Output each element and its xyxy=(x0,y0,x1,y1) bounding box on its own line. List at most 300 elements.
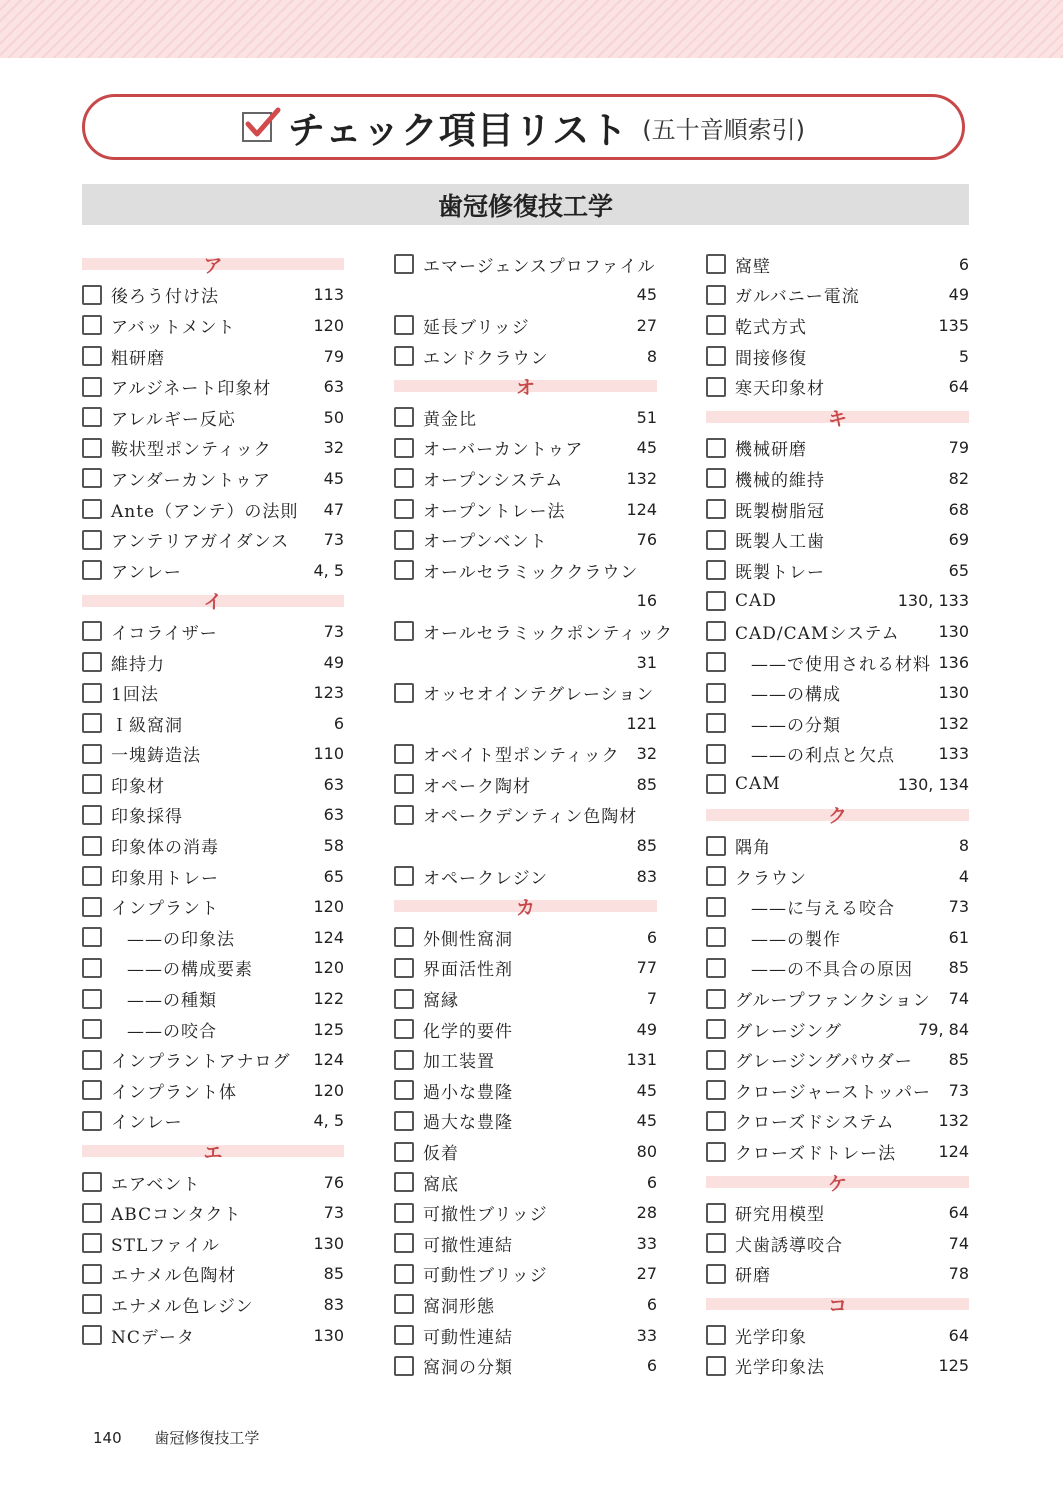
checkbox[interactable] xyxy=(394,1172,414,1192)
page-footer xyxy=(93,1427,259,1448)
checkbox[interactable] xyxy=(82,958,102,978)
list-item xyxy=(706,249,969,280)
item-label: 機械的維持 xyxy=(735,470,825,491)
checkbox[interactable] xyxy=(706,315,726,335)
page-reference: 130 xyxy=(313,1325,344,1345)
page-reference: 74 xyxy=(948,1233,969,1253)
checkbox[interactable] xyxy=(82,866,102,886)
item-label: 機械研磨 xyxy=(735,440,807,461)
page-reference: 63 xyxy=(323,774,344,794)
checkbox[interactable] xyxy=(394,866,414,886)
kana-section-header xyxy=(706,1167,969,1198)
page-reference: 122 xyxy=(313,989,344,1009)
section-header-text: コ xyxy=(827,1294,847,1317)
checkbox[interactable] xyxy=(82,805,102,825)
list-item xyxy=(82,861,344,892)
item-label: 可動性連結 xyxy=(423,1327,513,1348)
item-label: 光学印象 xyxy=(735,1327,807,1348)
page-reference: 69 xyxy=(948,530,969,550)
item-label: クロージャーストッパー xyxy=(735,1082,931,1103)
checkbox[interactable] xyxy=(706,560,726,580)
list-item xyxy=(706,1350,969,1381)
section-header-text: ク xyxy=(827,805,847,828)
page-reference: 45 xyxy=(323,468,344,488)
checkbox[interactable] xyxy=(394,560,414,580)
checkbox[interactable] xyxy=(82,315,102,335)
item-label: 過大な豊隆 xyxy=(423,1113,513,1134)
page-reference: 120 xyxy=(313,1080,344,1100)
checkbox[interactable] xyxy=(394,407,414,427)
checkbox[interactable] xyxy=(394,927,414,947)
checkbox[interactable] xyxy=(82,713,102,733)
page-reference: 6 xyxy=(646,1294,657,1314)
checkbox[interactable] xyxy=(82,1111,102,1131)
page-reference: 61 xyxy=(948,927,969,947)
list-item xyxy=(394,1197,657,1228)
page-reference: 73 xyxy=(323,530,344,550)
list-item xyxy=(394,1228,657,1259)
page-reference: 65 xyxy=(323,866,344,886)
page-reference: 113 xyxy=(313,285,344,305)
title-banner xyxy=(82,94,965,160)
item-label: オペーク陶材 xyxy=(423,776,531,797)
list-item xyxy=(394,983,657,1014)
checkbox[interactable] xyxy=(82,836,102,856)
checkbox[interactable] xyxy=(706,652,726,672)
checkbox[interactable] xyxy=(706,1111,726,1131)
page-reference: 130 xyxy=(313,1233,344,1253)
checkbox[interactable] xyxy=(706,591,726,611)
page-reference: 85 xyxy=(948,1050,969,1070)
checkbox[interactable] xyxy=(706,927,726,947)
item-label: ——の不具合の原因 xyxy=(751,960,913,981)
checkbox[interactable] xyxy=(394,683,414,703)
checkbox[interactable] xyxy=(82,1172,102,1192)
checkbox[interactable] xyxy=(82,346,102,366)
list-item xyxy=(706,983,969,1014)
list-item xyxy=(706,891,969,922)
page-reference: 130, 134 xyxy=(897,774,969,794)
checkbox-check-icon xyxy=(242,112,272,142)
checkbox[interactable] xyxy=(706,621,726,641)
checkbox[interactable] xyxy=(706,1203,726,1223)
item-label: アルジネート印象材 xyxy=(111,379,272,400)
kana-section-header xyxy=(82,1136,344,1167)
checkbox[interactable] xyxy=(394,1019,414,1039)
checkbox[interactable] xyxy=(394,1356,414,1376)
checkbox[interactable] xyxy=(82,989,102,1009)
checkbox[interactable] xyxy=(82,927,102,947)
page-reference: 76 xyxy=(323,1172,344,1192)
page-reference: 120 xyxy=(313,958,344,978)
checkbox[interactable] xyxy=(394,1325,414,1345)
checkbox[interactable] xyxy=(394,1264,414,1284)
page-reference: 85 xyxy=(636,836,657,856)
list-item xyxy=(706,861,969,892)
list-item xyxy=(706,739,969,770)
list-item xyxy=(706,616,969,647)
page-reference: 27 xyxy=(636,1264,657,1284)
checkbox[interactable] xyxy=(706,1142,726,1162)
checkbox[interactable] xyxy=(394,1080,414,1100)
item-label: オールセラミックポンティック xyxy=(423,623,673,644)
page-reference: 65 xyxy=(948,560,969,580)
item-label: 乾式方式 xyxy=(735,317,807,338)
checkbox[interactable] xyxy=(706,1356,726,1376)
checkbox[interactable] xyxy=(82,1203,102,1223)
item-label: インプラント xyxy=(111,899,219,920)
item-label: ガルバニー電流 xyxy=(735,287,860,308)
checkbox[interactable] xyxy=(394,805,414,825)
item-label: 窩洞形態 xyxy=(423,1296,495,1317)
checkbox[interactable] xyxy=(82,1325,102,1345)
item-label: 延長ブリッジ xyxy=(423,317,530,338)
item-label: 窩洞の分類 xyxy=(423,1358,513,1379)
item-label: エアベント xyxy=(111,1174,201,1195)
item-label: クラウン xyxy=(735,868,807,889)
item-label: 隅角 xyxy=(735,838,771,859)
page-reference: 79 xyxy=(948,438,969,458)
list-item xyxy=(82,555,344,586)
kana-section-header xyxy=(82,586,344,617)
checkbox[interactable] xyxy=(394,1203,414,1223)
page-reference: 120 xyxy=(313,897,344,917)
list-item xyxy=(82,769,344,800)
list-item xyxy=(82,402,344,433)
checkbox[interactable] xyxy=(82,1294,102,1314)
item-label: 一塊鋳造法 xyxy=(111,746,201,767)
checkbox[interactable] xyxy=(82,774,102,794)
list-item xyxy=(394,463,657,494)
page-reference: 63 xyxy=(323,805,344,825)
list-item xyxy=(394,769,657,800)
item-label: ——の印象法 xyxy=(127,929,235,950)
checkbox[interactable] xyxy=(82,1019,102,1039)
page-reference: 79 xyxy=(323,346,344,366)
list-item xyxy=(706,708,969,739)
page-reference: 6 xyxy=(958,254,969,274)
checkbox[interactable] xyxy=(82,683,102,703)
page-reference: 85 xyxy=(636,774,657,794)
checkbox[interactable] xyxy=(394,621,414,641)
list-item xyxy=(394,953,657,984)
item-label: ——の分類 xyxy=(751,715,841,736)
checkbox[interactable] xyxy=(706,866,726,886)
checkbox[interactable] xyxy=(82,377,102,397)
item-label: ——の製作 xyxy=(751,929,841,950)
list-item-continuation xyxy=(394,280,657,311)
list-item xyxy=(706,524,969,555)
list-item xyxy=(82,1167,344,1198)
list-item xyxy=(82,830,344,861)
checkbox[interactable] xyxy=(706,713,726,733)
checkbox[interactable] xyxy=(82,621,102,641)
checkbox[interactable] xyxy=(394,1294,414,1314)
checkbox[interactable] xyxy=(706,897,726,917)
page-reference: 45 xyxy=(636,285,657,305)
item-label: 研磨 xyxy=(735,1266,771,1287)
item-label: 化学的要件 xyxy=(423,1021,513,1042)
item-label: 寒天印象材 xyxy=(735,379,825,400)
checkbox[interactable] xyxy=(706,683,726,703)
page-reference: 47 xyxy=(323,499,344,519)
item-label: CAD xyxy=(735,590,777,611)
checkbox[interactable] xyxy=(82,530,102,550)
list-item xyxy=(394,1136,657,1167)
item-label: オッセオインテグレーション xyxy=(423,685,655,706)
page-reference: 64 xyxy=(948,1203,969,1223)
kana-section-header xyxy=(82,249,344,280)
item-label: 粗研磨 xyxy=(111,348,165,369)
checkbox[interactable] xyxy=(706,1050,726,1070)
item-label: 黄金比 xyxy=(423,409,477,430)
footer-book-title: 歯冠修復技工学 xyxy=(154,1429,260,1447)
page-reference: 31 xyxy=(636,652,657,672)
list-item xyxy=(394,494,657,525)
kana-section-header xyxy=(394,891,657,922)
checkbox[interactable] xyxy=(394,989,414,1009)
checkbox[interactable] xyxy=(394,1142,414,1162)
page-reference: 64 xyxy=(948,1325,969,1345)
page-reference: 121 xyxy=(626,713,657,733)
item-label: 研究用模型 xyxy=(735,1205,825,1226)
checkbox[interactable] xyxy=(82,1264,102,1284)
checkbox[interactable] xyxy=(706,1233,726,1253)
page-reference: 77 xyxy=(636,958,657,978)
list-item xyxy=(394,249,657,280)
item-label: 印象採得 xyxy=(111,807,183,828)
checkbox[interactable] xyxy=(394,1233,414,1253)
item-label: アンダーカントゥア xyxy=(111,470,271,491)
item-label: ——に与える咬合 xyxy=(751,899,895,920)
checkbox[interactable] xyxy=(394,774,414,794)
checkbox[interactable] xyxy=(82,1233,102,1253)
list-item xyxy=(394,677,657,708)
list-item xyxy=(394,310,657,341)
list-item xyxy=(706,586,969,617)
list-item xyxy=(82,708,344,739)
page-reference: 6 xyxy=(646,1356,657,1376)
page-reference: 58 xyxy=(323,836,344,856)
checkbox[interactable] xyxy=(394,958,414,978)
item-label: ——の利点と欠点 xyxy=(751,746,895,767)
page-reference: 120 xyxy=(313,315,344,335)
item-label: STLファイル xyxy=(111,1235,220,1256)
checkbox[interactable] xyxy=(82,897,102,917)
checkbox[interactable] xyxy=(394,1111,414,1131)
list-item xyxy=(394,433,657,464)
item-label: オープンベント xyxy=(423,532,548,553)
page-reference: 16 xyxy=(636,591,657,611)
list-item xyxy=(706,677,969,708)
page-subtitle: (五十音順索引) xyxy=(642,115,805,144)
checkbox[interactable] xyxy=(82,499,102,519)
item-label: ——の構成 xyxy=(751,685,841,706)
index-column-2 xyxy=(394,249,673,1381)
page-reference: 125 xyxy=(313,1019,344,1039)
item-label: インプラント体 xyxy=(111,1082,237,1103)
page-reference: 4, 5 xyxy=(313,1111,344,1131)
item-label: 窩底 xyxy=(423,1174,459,1195)
checkbox[interactable] xyxy=(82,468,102,488)
page-reference: 110 xyxy=(313,744,344,764)
item-label: オベイト型ポンティック xyxy=(423,746,620,767)
checkbox[interactable] xyxy=(706,1325,726,1345)
item-label: 鞍状型ポンティック xyxy=(111,440,272,461)
checkbox[interactable] xyxy=(82,285,102,305)
item-label: グレージングパウダー xyxy=(735,1052,913,1073)
list-item xyxy=(394,739,657,770)
list-item xyxy=(706,555,969,586)
list-item xyxy=(82,1106,344,1137)
list-item xyxy=(82,371,344,402)
item-label: オペークレジン xyxy=(423,868,549,889)
checkbox[interactable] xyxy=(706,1264,726,1284)
list-item xyxy=(394,1350,657,1381)
page-reference: 8 xyxy=(958,836,969,856)
item-label: 加工装置 xyxy=(423,1052,495,1073)
item-label: 可撤性連結 xyxy=(423,1235,513,1256)
page-reference: 63 xyxy=(323,377,344,397)
checkbox[interactable] xyxy=(706,285,726,305)
checkbox[interactable] xyxy=(394,530,414,550)
list-item xyxy=(394,1014,657,1045)
item-label: CAD/CAMシステム xyxy=(735,623,900,644)
list-item xyxy=(394,1320,657,1351)
item-label: 既製人工歯 xyxy=(735,532,825,553)
page-reference: 133 xyxy=(938,744,969,764)
list-item xyxy=(706,647,969,678)
item-label: 外側性窩洞 xyxy=(423,929,513,950)
list-item xyxy=(706,1228,969,1259)
list-item xyxy=(706,1259,969,1290)
checkbox[interactable] xyxy=(394,254,414,274)
item-label: NCデータ xyxy=(111,1327,195,1348)
item-label: ——の咬合 xyxy=(127,1021,217,1042)
item-label: 窩縁 xyxy=(423,991,459,1012)
item-label: アレルギー反応 xyxy=(111,409,236,430)
checkbox[interactable] xyxy=(82,744,102,764)
checkbox[interactable] xyxy=(394,744,414,764)
list-item xyxy=(82,524,344,555)
list-item xyxy=(82,310,344,341)
checkbox[interactable] xyxy=(394,1050,414,1070)
checkbox[interactable] xyxy=(706,254,726,274)
page-reference: 8 xyxy=(646,346,657,366)
kana-section-header xyxy=(394,371,657,402)
page-reference: 45 xyxy=(636,1111,657,1131)
list-item xyxy=(706,922,969,953)
page-title: チェック項目リスト xyxy=(288,109,629,152)
item-label: 仮着 xyxy=(423,1144,459,1165)
kana-section-header xyxy=(706,1289,969,1320)
list-item xyxy=(706,341,969,372)
item-label: 既製トレー xyxy=(735,562,825,583)
item-label: 可動性ブリッジ xyxy=(423,1266,548,1287)
list-item xyxy=(394,616,673,647)
page-reference: 32 xyxy=(636,744,657,764)
list-item xyxy=(82,1044,344,1075)
list-item xyxy=(82,1014,344,1045)
page-reference: 124 xyxy=(626,499,657,519)
list-item xyxy=(394,922,657,953)
section-header-text: カ xyxy=(515,897,535,920)
page-reference: 45 xyxy=(636,1080,657,1100)
list-item xyxy=(394,402,657,433)
checkbox[interactable] xyxy=(706,958,726,978)
list-item xyxy=(706,1197,969,1228)
checkbox[interactable] xyxy=(82,1050,102,1070)
item-label: 印象材 xyxy=(111,776,165,797)
page-reference: 4, 5 xyxy=(313,560,344,580)
page-reference: 4 xyxy=(958,866,969,886)
list-item-continuation xyxy=(394,708,657,739)
checkbox[interactable] xyxy=(82,1080,102,1100)
kana-section-header xyxy=(706,800,969,831)
checkbox[interactable] xyxy=(82,438,102,458)
item-label: エマージェンスプロファイル xyxy=(423,256,656,277)
list-item xyxy=(706,1075,969,1106)
checkbox[interactable] xyxy=(706,1019,726,1039)
list-item xyxy=(706,830,969,861)
checkbox[interactable] xyxy=(706,774,726,794)
checkbox[interactable] xyxy=(706,346,726,366)
checkbox[interactable] xyxy=(706,377,726,397)
checkbox[interactable] xyxy=(82,652,102,672)
list-item xyxy=(82,1228,344,1259)
checkbox[interactable] xyxy=(706,468,726,488)
page-reference: 82 xyxy=(948,468,969,488)
checkbox[interactable] xyxy=(394,438,414,458)
checkbox[interactable] xyxy=(706,989,726,1009)
checkbox[interactable] xyxy=(706,438,726,458)
checkbox[interactable] xyxy=(394,346,414,366)
list-item xyxy=(706,769,969,800)
checkbox[interactable] xyxy=(394,499,414,519)
item-label: グレージング xyxy=(735,1021,842,1042)
checkbox[interactable] xyxy=(394,315,414,335)
item-label: 光学印象法 xyxy=(735,1358,825,1379)
list-item xyxy=(82,739,344,770)
item-label: クローズドシステム xyxy=(735,1113,895,1134)
page-reference: 76 xyxy=(636,530,657,550)
list-item xyxy=(394,1289,657,1320)
checkbox[interactable] xyxy=(394,468,414,488)
list-item xyxy=(82,677,344,708)
page-reference: 32 xyxy=(323,438,344,458)
checkbox[interactable] xyxy=(82,560,102,580)
checkbox[interactable] xyxy=(706,530,726,550)
list-item xyxy=(706,310,969,341)
item-label: 過小な豊隆 xyxy=(423,1082,513,1103)
checkbox[interactable] xyxy=(82,407,102,427)
page-reference: 130 xyxy=(938,683,969,703)
item-label: 後ろう付け法 xyxy=(111,287,219,308)
item-label: オープントレー法 xyxy=(423,501,566,522)
checkbox[interactable] xyxy=(706,744,726,764)
page-reference: 49 xyxy=(948,285,969,305)
item-label: 印象体の消毒 xyxy=(111,838,219,859)
page-reference: 74 xyxy=(948,989,969,1009)
list-item-continuation xyxy=(394,586,657,617)
checkbox[interactable] xyxy=(706,1080,726,1100)
page-reference: 130, 133 xyxy=(897,591,969,611)
section-header-text: ケ xyxy=(827,1172,847,1195)
checkbox[interactable] xyxy=(706,836,726,856)
checkbox[interactable] xyxy=(706,499,726,519)
page-reference: 27 xyxy=(636,315,657,335)
page-reference: 6 xyxy=(333,713,344,733)
